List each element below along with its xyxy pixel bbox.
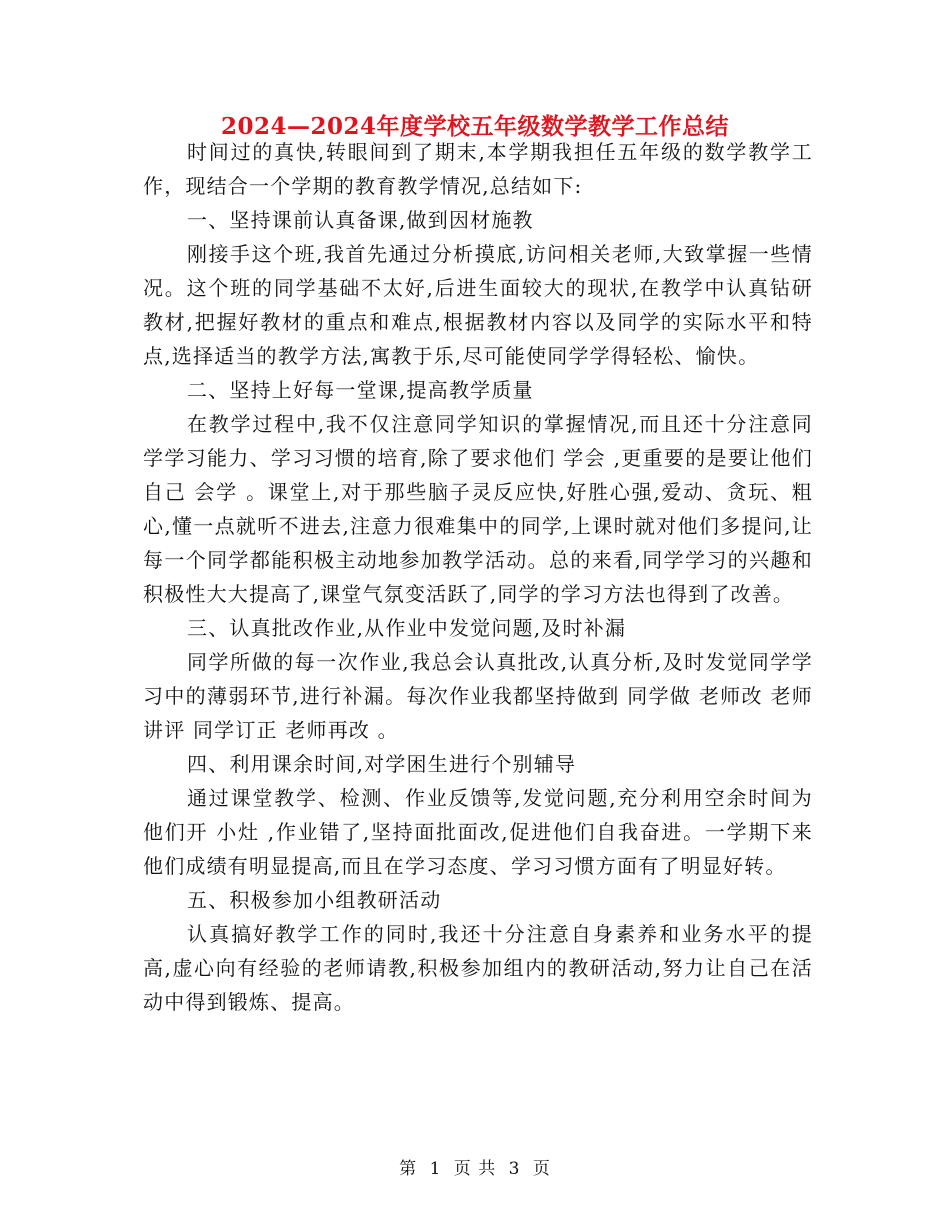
section-1-text: 刚接手这个班,我首先通过分析摸底,访问相关老师,大致掌握一些情况。这个班的同学基础不太好,后进生面较大的现状,在教学中认真钻研教材,把握好教材的重点和难点,根据教材内容以及同学的实际水平和特点,选择适当的教学方法,寓教于乐,尽可能使同学学得轻松、愉快。 bbox=[143, 242, 813, 368]
footer-suffix: 页 bbox=[532, 1159, 551, 1179]
footer-mid: 页 共 bbox=[453, 1159, 497, 1179]
document-title: 2024—2024年度学校五年级数学教学工作总结 bbox=[220, 113, 730, 140]
section-2-text: 在教学过程中,我不仅注意同学知识的掌握情况,而且还十分注意同学学习能力、学习习惯的培育,除了要求他们 学会 ,更重要的是要让他们自己 会学 。课堂上,对于那些脑子灵反应快,好胜心强,爱动、贪玩、粗心,懂一点就听不进去,注意力很难集中的同学,上课时就对他们多提问,让每一个同学都能积极主动地参加教学活动。总的来看,同学学习的兴趣和积极性大大提高了,课堂气氛变活跃了,同学的学习方法也得到了改善。 bbox=[143, 412, 813, 606]
document-body bbox=[143, 135, 813, 1019]
section-5-heading: 五、积极参加小组教研活动 bbox=[187, 888, 442, 912]
footer-prefix: 第 bbox=[399, 1159, 418, 1179]
footer-total-pages: 3 bbox=[508, 1159, 521, 1179]
intro-paragraph: 时间过的真快,转眼间到了期末,本学期我担任五年级的数学教学工作，现结合一个学期的教育教学情况,总结如下: bbox=[143, 140, 813, 198]
section-3-text: 同学所做的每一次作业,我总会认真批改,认真分析,及时发觉同学学习中的薄弱环节,进行补漏。每次作业我都坚持做到 同学做 老师改 老师讲评 同学订正 老师再改 。 bbox=[143, 650, 813, 742]
page-footer bbox=[0, 1154, 950, 1179]
section-3-heading: 三、认真批改作业,从作业中发觉问题,及时补漏 bbox=[187, 616, 627, 640]
section-4-text: 通过课堂教学、检测、作业反馈等,发觉问题,充分利用空余时间为他们开 小灶 ,作业错了,坚持面批面改,促进他们自我奋进。一学期下来他们成绩有明显提高,而且在学习态度、学习习惯方面有了明显好转。 bbox=[143, 786, 813, 878]
footer-page-number: 1 bbox=[429, 1159, 442, 1179]
section-1-heading: 一、坚持课前认真备课,做到因材施教 bbox=[187, 208, 534, 232]
section-5-text: 认真搞好教学工作的同时,我还十分注意自身素养和业务水平的提高,虚心向有经验的老师请教,积极参加组内的教研活动,努力让自己在活动中得到锻炼、提高。 bbox=[143, 922, 813, 1014]
section-2-heading: 二、坚持上好每一堂课,提高教学质量 bbox=[187, 378, 534, 402]
section-4-heading: 四、利用课余时间,对学困生进行个别辅导 bbox=[187, 752, 577, 776]
